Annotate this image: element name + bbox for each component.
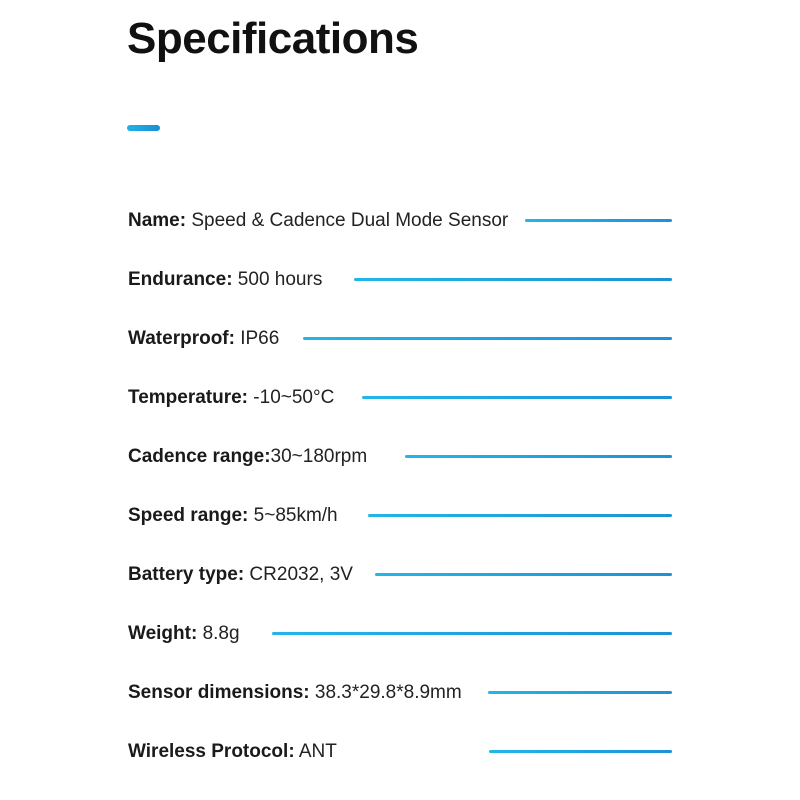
divider-line (354, 278, 672, 281)
divider-line (362, 396, 672, 399)
spec-row-endurance (128, 250, 672, 309)
spec-label: Name: (128, 209, 187, 231)
page-title: Specifications (127, 14, 419, 63)
spec-label: Battery type: (128, 563, 245, 585)
spec-row-battery-type (128, 545, 672, 604)
divider-line (525, 219, 672, 222)
spec-value: 8.8g (197, 622, 240, 644)
spec-row-sensor-dimensions (128, 663, 672, 722)
spec-label: Wireless Protocol: (128, 740, 295, 762)
spec-value: 38.3*29.8*8.9mm (309, 681, 462, 703)
spec-row-name (128, 191, 672, 250)
spec-row-wireless-protocol (128, 722, 672, 781)
spec-value: CR2032, 3V (244, 563, 353, 585)
spec-label: Temperature: (128, 386, 249, 408)
spec-row-speed-range (128, 486, 672, 545)
spec-row-waterproof (128, 309, 672, 368)
spec-label: Waterproof: (128, 327, 235, 349)
spec-value: IP66 (234, 327, 280, 349)
spec-label: Sensor dimensions: (128, 681, 310, 703)
title-accent-bar (127, 125, 160, 131)
spec-value: 500 hours (232, 268, 323, 290)
spec-label: Endurance: (128, 268, 233, 290)
spec-value: 30~180rpm (270, 445, 368, 467)
spec-value: Speed & Cadence Dual Mode Sensor (186, 209, 509, 231)
spec-list (128, 191, 672, 781)
spec-row-temperature (128, 368, 672, 427)
spec-row-cadence-range (128, 427, 672, 486)
spec-label: Cadence range: (128, 445, 271, 467)
divider-line (405, 455, 672, 458)
divider-line (375, 573, 672, 576)
divider-line (272, 632, 672, 635)
divider-line (303, 337, 672, 340)
divider-line (368, 514, 672, 517)
spec-label: Speed range: (128, 504, 249, 526)
spec-label: Weight: (128, 622, 198, 644)
spec-value: -10~50°C (248, 386, 335, 408)
spec-value: ANT (294, 740, 337, 762)
spec-row-weight (128, 604, 672, 663)
divider-line (488, 691, 672, 694)
divider-line (489, 750, 672, 753)
spec-value: 5~85km/h (248, 504, 338, 526)
